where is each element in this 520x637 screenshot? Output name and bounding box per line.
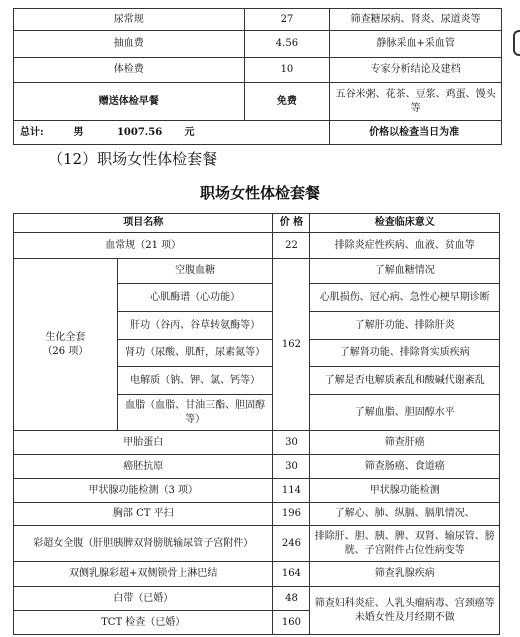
table-row [14,83,502,121]
item-price: 免费 [244,83,330,121]
item-name: 尿常规 [14,9,245,31]
item-meaning: 五谷米粥、花茶、豆浆、鸡蛋、馒头等 [330,83,502,121]
item-name: 彩超女全腹（肝胆胰脾双肾膀胱输尿管子宫附件） [14,526,273,562]
item-meaning: 了解心、肺、纵膈、膈肌情况、 [310,503,500,526]
page-edge-bracket [513,30,520,56]
item-price: 48 [273,587,310,611]
table-row [14,526,500,562]
header-price: 价 格 [273,214,310,233]
item-price: 10 [244,58,330,83]
total-amount: 1007.56 [116,126,163,138]
biochem-price: 162 [273,259,310,431]
header-meaning: 检查临床意义 [310,214,500,233]
item-name: 赠送体检早餐 [14,83,245,121]
item-price: 246 [273,526,310,562]
item-name: 白带（已婚） [14,587,273,611]
item-meaning: 甲状腺功能检测 [310,479,500,503]
header-item: 项目名称 [14,214,273,233]
biochem-group-count: （26 项） [42,345,89,357]
section-heading: （12）职场女性体检套餐 [48,150,218,168]
sub-item-meaning: 了解血脂、胆固醇水平 [310,395,500,431]
table-row [14,587,500,611]
sub-item-name: 血脂（血脂、甘油三酯、胆固醇等） [117,395,273,431]
item-price: 114 [273,479,310,503]
item-name: TCT 检查（已婚） [14,611,273,635]
sub-item-name: 空腹血糖 [117,259,273,284]
table-row [14,431,500,455]
item-price: 4.56 [244,31,330,58]
sub-item-meaning: 了解肾功能、排除肾实质疾病 [310,340,500,367]
item-price: 164 [273,562,310,587]
table-row [14,455,500,479]
top-price-table [13,8,502,145]
item-meaning: 筛查糖尿病、肾炎、尿道炎等 [330,9,502,31]
sub-item-meaning: 了解肝功能、排除肝炎 [310,312,500,340]
item-price: 30 [273,431,310,455]
total-gender: 男 [73,126,84,138]
item-name: 体检费 [14,58,245,83]
table-row [14,259,500,284]
table-title: 职场女性体检套餐 [199,184,320,202]
table-row [14,503,500,526]
item-meaning: 排除炎症性疾病、血液、贫血等 [310,233,500,259]
table-row [14,9,502,31]
item-name: 血常规（21 项） [14,233,273,259]
item-price: 27 [244,9,330,31]
total-row [14,121,502,145]
table-row [14,58,502,83]
biochem-group-cell [14,259,118,431]
item-meaning: 专家分析结论及建档 [330,58,502,83]
item-name: 甲状腺功能检测（3 项） [14,479,273,503]
item-meaning: 筛查肠癌、食道癌 [310,455,500,479]
item-price: 30 [273,455,310,479]
table-row [14,562,500,587]
sub-item-name: 心肌酶谱（心功能） [117,284,273,312]
item-name: 胸部 CT 平扫 [14,503,273,526]
sub-item-name: 肾功（尿酸、肌酐，尿素氮等） [117,340,273,367]
sub-item-name: 肝功（谷丙、谷草转氨酶等） [117,312,273,340]
table-row [14,233,500,259]
table-header-row [14,214,500,233]
package-table [13,213,500,635]
table-row [14,31,502,58]
sub-item-meaning: 心肌损伤、冠心病、急性心梗早期诊断 [310,284,500,312]
item-name: 双侧乳腺彩超+双侧锁骨上淋巴结 [14,562,273,587]
item-name: 癌胚抗原 [14,455,273,479]
item-meaning: 静脉采血+采血管 [330,31,502,58]
sub-item-meaning: 了解是否电解质紊乱和酸碱代谢紊乱 [310,367,500,395]
total-unit: 元 [184,126,195,138]
sub-item-meaning: 了解血糖情况 [310,259,500,284]
item-price: 160 [273,611,310,635]
item-price: 196 [273,503,310,526]
item-meaning: 排除肝、胆、胰、脾、双肾、输尿管、膀胱、子宫附件占位性病变等 [310,526,500,562]
item-meaning: 筛查肝癌 [310,431,500,455]
gyn-meaning: 筛查妇科炎症、人乳头瘤病毒、宫颈癌等未婚女性及月经期不做 [310,587,500,635]
item-name: 甲胎蛋白 [14,431,273,455]
item-name: 抽血费 [14,31,245,58]
total-label: 总计: [20,126,44,138]
total-cell [14,121,330,145]
price-note: 价格以检查当日为准 [330,121,502,145]
sub-item-name: 电解质（钠、钾、氯、钙等） [117,367,273,395]
table-row [14,479,500,503]
item-meaning: 筛查乳腺疾病 [310,562,500,587]
biochem-group-label: 生化全套 [45,331,86,343]
item-price: 22 [273,233,310,259]
